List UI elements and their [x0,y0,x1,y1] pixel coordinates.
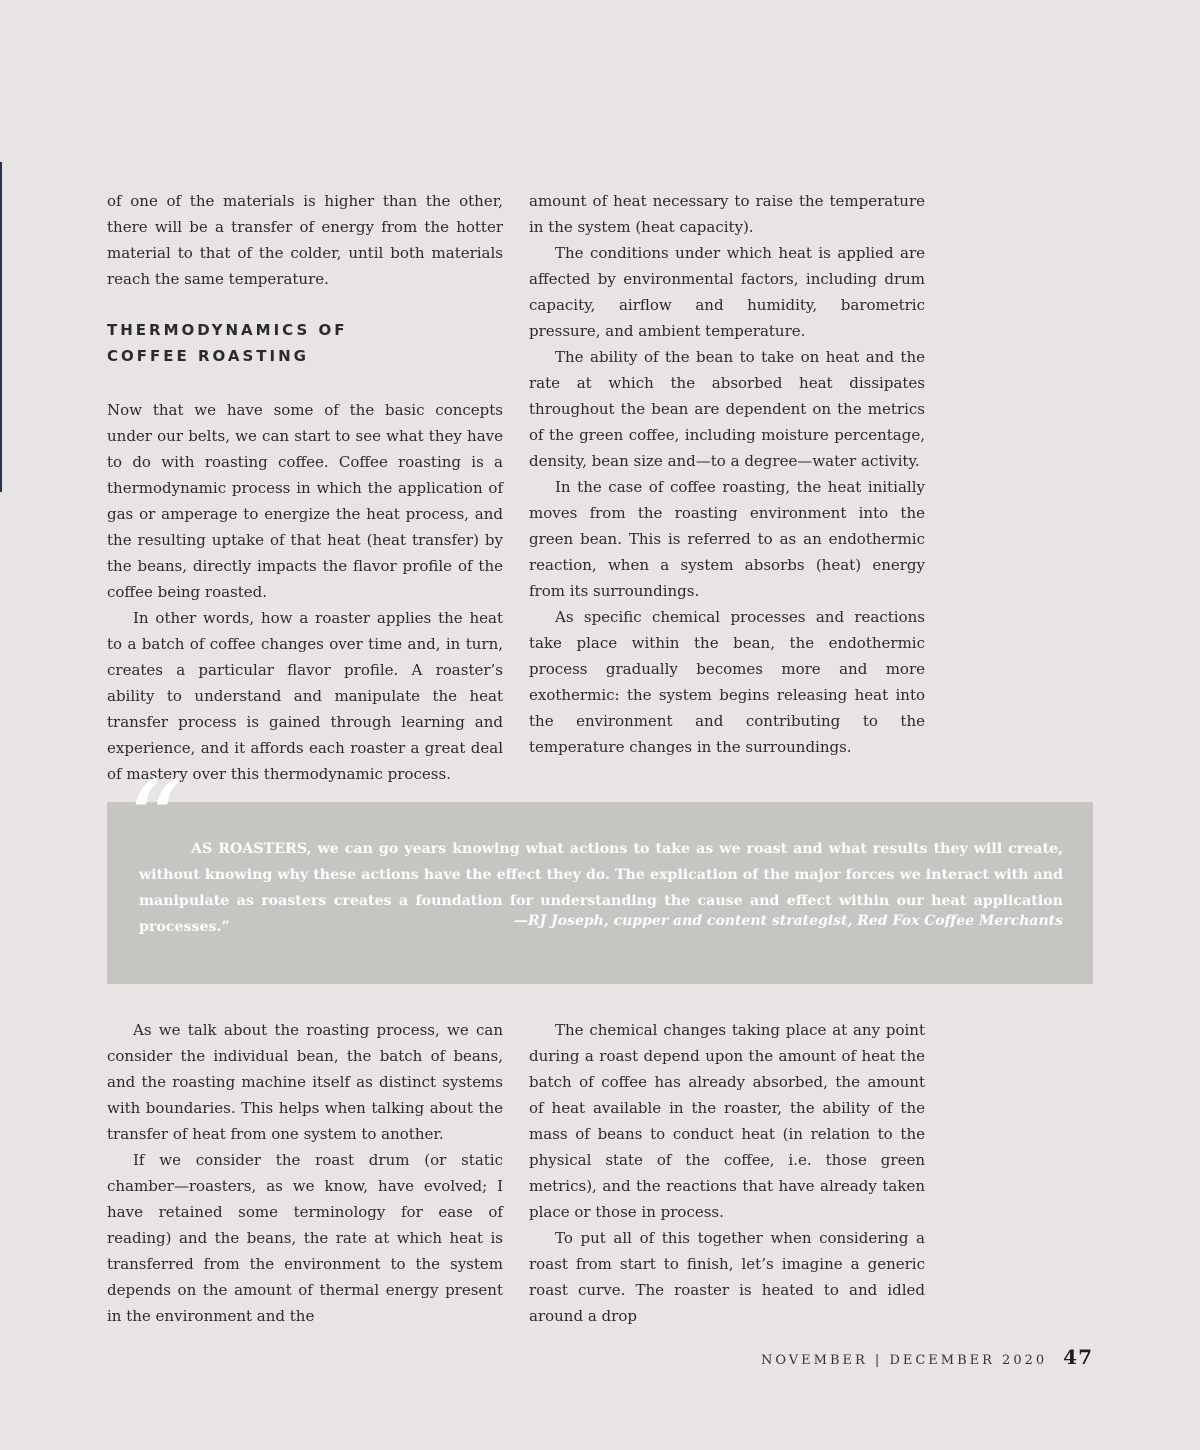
paragraph: The ability of the bean to take on heat and the rate at which the absorbed heat dissipates throughout the bean are dependent on the metrics of the green coffee, including moisture percentage, density, bean size and—to a degree—water activity. [529,348,925,470]
column-top-right [529,188,925,760]
issue-date: NOVEMBER | DECEMBER 2020 [760,1353,1048,1368]
paragraph: amount of heat necessary to raise the temperature in the system (heat capacity). [529,192,925,236]
paragraph: If we consider the roast drum (or static chamber—roasters, as we know, have evolved; I have retained some terminology for ease of reading) and the beans, the rate at which heat is transferred from the environment to the system depends on the amount of thermal energy present in the environment and the [107,1151,503,1325]
paragraph: In the case of coffee roasting, the heat initially moves from the roasting environment into the green bean. This is referred to as an endothermic reaction, when a system absorbs (heat) energy from its surroundings. [529,478,925,600]
paragraph: As specific chemical processes and reactions take place within the bean, the endothermic process gradually becomes more and more exothermic: the system begins releasing heat into the environment and contributing to the temperature changes in the surroundings. [529,608,925,756]
pull-quote-lead: AS ROASTERS, [191,841,312,857]
paragraph: The chemical changes taking place at any point during a roast depend upon the amount of heat the batch of coffee has already absorbed, the amount of heat available in the roaster, the ability of the mass of beans to conduct heat (in relation to the physical state of the coffee, i.e. those green metrics), and the reactions that have already taken place or those in process. [529,1021,925,1221]
page-footer [761,1345,1093,1369]
pull-quote-attribution: —RJ Joseph, cupper and content strategist, Red Fox Coffee Merchants [513,913,1063,929]
section-heading [107,317,503,369]
pull-quote-body: we can go years knowing what actions to take as we roast and what results they will create, without knowing why these actions have the effect they do. The explication of the major forces we interact with and manipulate as roasters creates a foundation for understanding the cause and effect within our heat application processes.” [139,841,1063,935]
page-edge-bar [0,162,2,492]
column-top-left [107,188,503,787]
page-number: 47 [1063,1345,1093,1369]
column-bottom-right [529,1017,925,1329]
pull-quote-box [107,757,1093,984]
paragraph: Now that we have some of the basic concepts under our belts, we can start to see what they have to do with roasting coffee. Coffee roasting is a thermodynamic process in which the application of gas or amperage to energize the heat process, and the resulting uptake of that heat (heat transfer) by the beans, directly impacts the flavor profile of the coffee being roasted. [107,401,503,601]
section-heading-line: THERMODYNAMICS OF [107,321,348,339]
column-bottom-left [107,1017,503,1329]
quote-mark-icon: “ [127,757,184,885]
paragraph: In other words, how a roaster applies the heat to a batch of coffee changes over time and, in turn, creates a particular flavor profile. A roaster’s ability to understand and manipulate the heat transfer process is gained through learning and experience, and it affords each roaster a great deal of mastery over this thermodynamic process. [107,609,503,783]
paragraph: of one of the materials is higher than the other, there will be a transfer of energy from the hotter material to that of the colder, until both materials reach the same temperature. [107,192,503,288]
section-heading-line: COFFEE ROASTING [107,347,309,365]
paragraph: The conditions under which heat is applied are affected by environmental factors, including drum capacity, airflow and humidity, barometric pressure, and ambient temperature. [529,244,925,340]
paragraph: To put all of this together when considering a roast from start to finish, let’s imagine a generic roast curve. The roaster is heated to and idled around a drop [529,1229,925,1325]
paragraph: As we talk about the roasting process, we can consider the individual bean, the batch of beans, and the roasting machine itself as distinct systems with boundaries. This helps when talking about the transfer of heat from one system to another. [107,1021,503,1143]
